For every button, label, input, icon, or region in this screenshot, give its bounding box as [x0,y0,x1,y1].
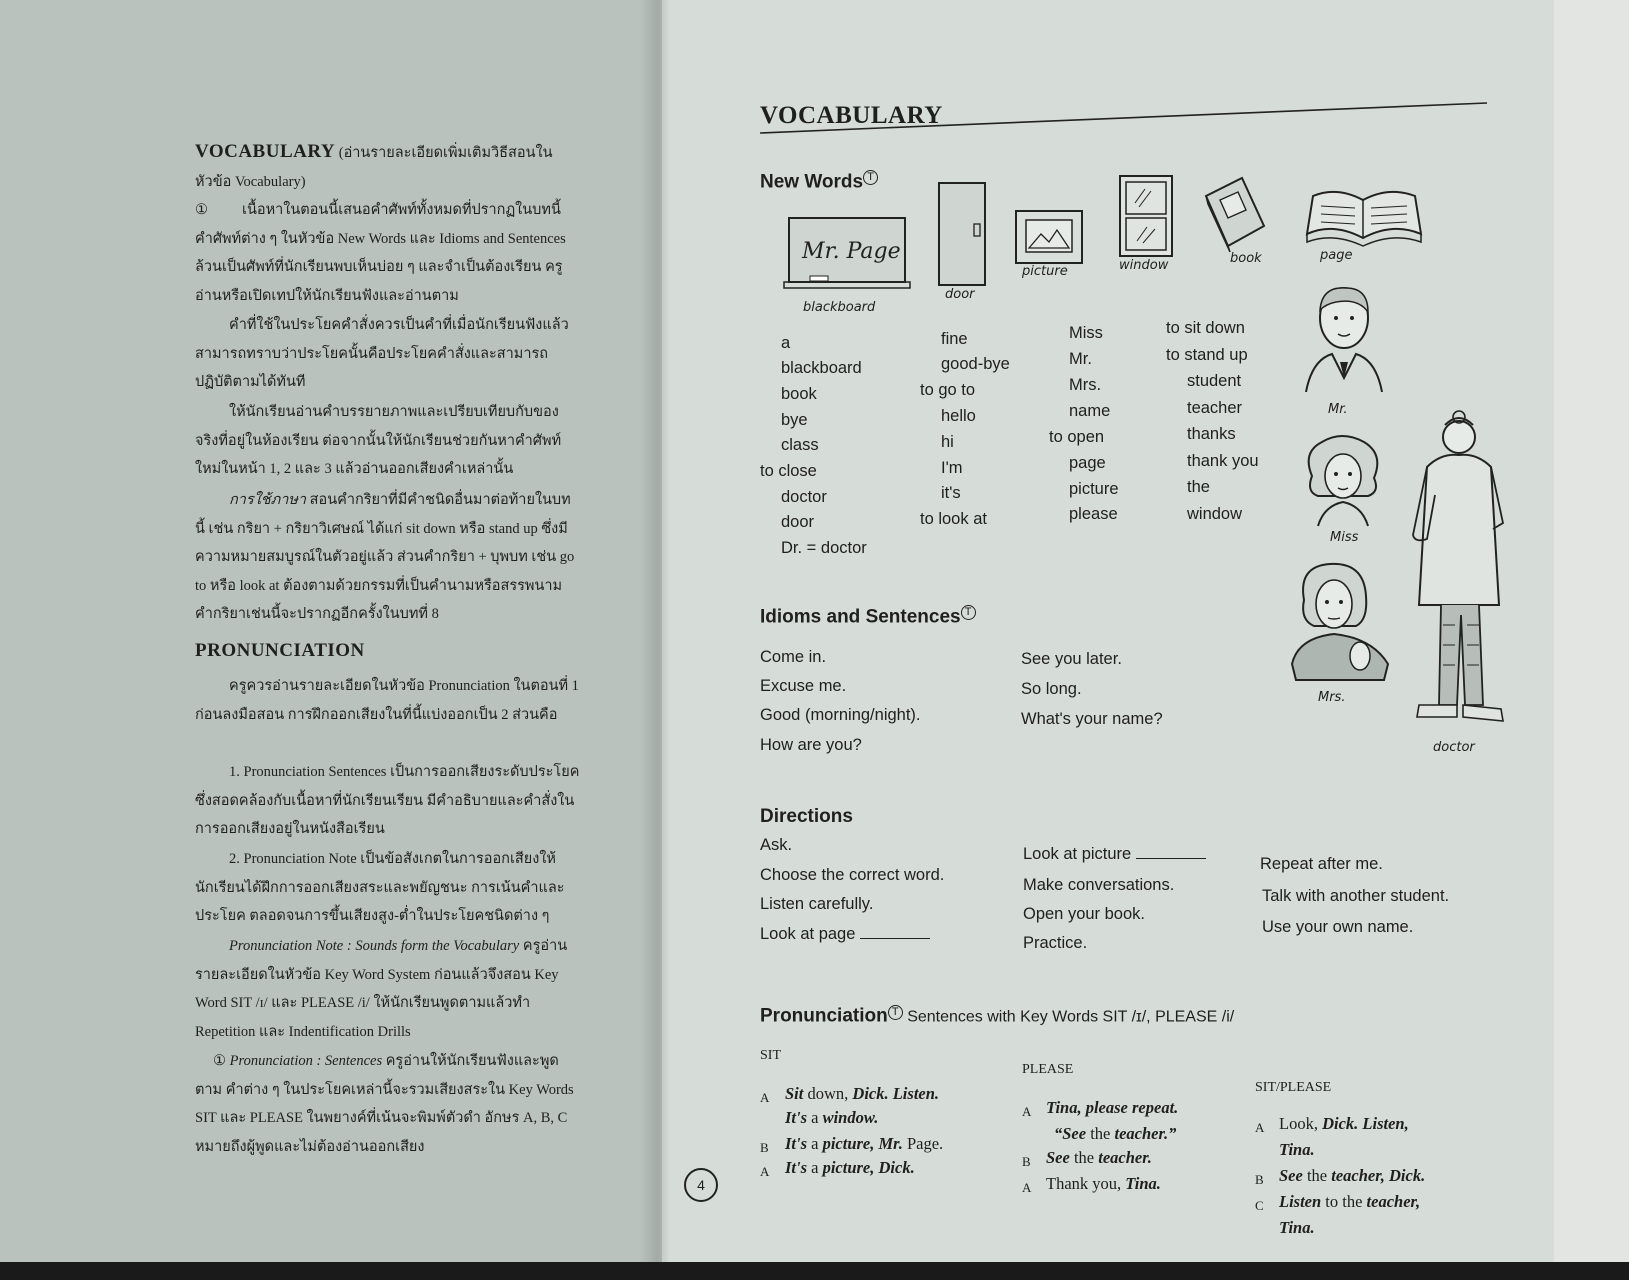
blank-line [860,938,930,939]
miss-label: Miss [1330,530,1359,545]
tape-mark: T [888,1005,903,1020]
direction: Look at page [760,925,930,944]
direction: Make conversations. [1023,876,1175,894]
word: thank you [1187,452,1259,470]
doctor-label: doctor [1433,740,1475,755]
mr-label: Mr. [1328,402,1348,417]
directions-heading: Directions [760,806,853,827]
idiom: How are you? [760,736,862,754]
direction: Talk with another student. [1262,887,1450,905]
mr-icon [1302,282,1384,400]
paragraph-6: 1. Pronunciation Sentences เป็นการออกเสียงระดับประโยคซึ่งสอดคล้องกับเนื้อหาที่นักเรียนเรียน มีคำอธิบายและคำสั่งในการออกเสียงอยู่ในหนังสือเรียน [195,764,580,838]
speaker-letter: B [1022,1154,1031,1169]
paragraph-4: การใช้ภาษา สอนคำกริยาที่มีคำชนิดอื่นมาต่อท้ายในบทนี้ เช่น กริยา + กริยาวิเศษณ์ ได้แก่ sit down หรือ stand up ซึ่งมีความหมายสมบูรณ์ในตัวอยู่แล้ว ส่วนคำกริยา + บุพบท เช่น go to หรือ look at ต้องตามด้วยกรรมที่เป็นคำนามหรือสรรพนาม คำกริยาเช่นนี้จะปรากฏอีกครั้งในบทที่ 8 [195,492,575,623]
direction: Use your own name. [1262,918,1414,936]
sit-please-line-2: Tina. [1279,1140,1315,1159]
please-line-3: See the teacher. [1046,1148,1152,1167]
word: Miss [1069,324,1103,342]
direction: Ask. [760,836,793,854]
word: class [781,436,819,454]
title-rule [760,100,1490,136]
word: picture [1069,480,1119,498]
speaker-letter: A [1022,1180,1032,1195]
pronunciation-heading: Pronunciation T Sentences with Key Words SIT /ɪ/, PLEASE /i/ [760,1005,1235,1027]
paragraph-9: ① Pronunciation : Sentences ครูอ่านให้นักเรียนฟังและพูดตาม คำต่าง ๆ ในประโยคเหล่านี้จะรวมเสียงสระใน Key Words SIT และ PLEASE ในพยางค์ที่เน้นจะพิมพ์ตัวดำ อักษร A, B, C หมายถึงผู้พูดและไม่ต้องอ่านออกเสียง [195,1053,574,1155]
svg-text:Mr. Page: Mr. Page [802,239,901,264]
word: doctor [781,488,827,506]
vocab-heading-left: VOCABULARY [195,141,336,162]
paragraph-3: ให้นักเรียนอ่านคำบรรยายภาพและเปรียบเทียบกับของจริงที่อยู่ในห้องเรียน ต่อจากนั้นให้นักเรียนช่วยกันหาคำศัพท์ใหม่ในหน้า 1, 2 และ 3 แล้วอ่านออกเสียงคำเหล่านั้น [195,404,562,478]
paragraph-7: 2. Pronunciation Note เป็นข้อสังเกตในการออกเสียงให้นักเรียนได้ฝึกการออกเสียงสระและพยัญชนะ การเน้นคำและประโยค ตลอดจนการขึ้นเสียงสูง-ต่ำในประโยคชนิดต่าง ๆ [195,851,565,925]
word: bye [781,411,808,429]
left-page [0,0,662,1262]
picture-icon [1013,208,1085,266]
word: to stand up [1166,346,1248,364]
tape-mark: T [863,170,878,185]
word: book [781,385,817,403]
word: it's [941,484,961,502]
word: fine [941,330,968,348]
page-icon [1303,186,1425,250]
word: I'm [941,459,963,477]
sit-please-line-4: Listen to the teacher, [1279,1192,1421,1211]
word: door [781,513,815,531]
sit-please-line-5: Tina. [1279,1218,1315,1237]
word: thanks [1187,425,1236,443]
sit-header: SIT [760,1048,781,1063]
idiom: Good (morning/night). [760,706,921,724]
tape-mark: ① [195,202,208,218]
speaker-letter: A [760,1090,770,1105]
idiom: What's your name? [1021,710,1163,728]
word: to close [760,462,817,480]
window-icon [1117,173,1175,259]
word: teacher [1187,399,1243,417]
direction: Open your book. [1023,905,1145,923]
paragraph-2: คำที่ใช้ในประโยคคำสั่งควรเป็นคำที่เมื่อนักเรียนฟังแล้วสามารถทราบว่าประโยคนั้นคือประโยคคำสั่งและสามารถปฏิบัติตามได้ทันที [195,317,569,391]
please-line-4: Thank you, Tina. [1046,1174,1161,1193]
word: Mrs. [1069,376,1102,394]
vocab-heading-note: (อ่านรายละเอียดเพิ่มเติมวิธีสอนในหัวข้อ Vocabulary) [195,145,553,190]
direction: Listen carefully. [760,895,874,913]
mrs-label: Mrs. [1318,690,1346,705]
word: window [1187,505,1243,523]
door-label: door [945,287,975,302]
sit-line-3: It's a picture, Mr. Page. [785,1134,944,1153]
word: to go to [920,381,976,399]
tape-mark: ① [213,1053,226,1069]
word: Mr. [1069,350,1092,368]
blank-line [1136,858,1206,859]
word: good-bye [941,355,1010,373]
word: please [1069,505,1118,523]
window-label: window [1119,258,1169,273]
word: Dr. = doctor [781,539,867,557]
speaker-letter: A [1022,1104,1032,1119]
page-label: page [1320,248,1353,263]
vocabulary-title: VOCABULARY [760,102,943,129]
new-words-heading: New Words T [760,170,878,193]
sit-line-1: Sit down, Dick. Listen. [785,1084,940,1103]
direction: Choose the correct word. [760,866,945,884]
idiom: So long. [1021,680,1082,698]
speaker-letter: B [1255,1172,1264,1187]
word: to sit down [1166,319,1245,337]
blackboard-label: blackboard [803,300,876,315]
direction: Repeat after me. [1260,855,1383,873]
word: hello [941,407,976,425]
word: blackboard [781,359,862,377]
word: the [1187,478,1210,496]
book-icon [1200,174,1268,256]
next-page-edge [1554,0,1629,1262]
mrs-icon [1288,560,1398,686]
paragraph-8: Pronunciation Note : Sounds form the Vocabulary ครูอ่านรายละเอียดในหัวข้อ Key Word System ก่อนแล้วจึงสอน Key Word SIT /ɪ/ และ PLEASE /i/ ให้นักเรียนพูดตามแล้วทำ Repetition และ Indentification Drills [195,938,568,1040]
picture-label: picture [1022,264,1068,279]
word: a [781,334,791,352]
pronunciation-heading-left: PRONUNCIATION [195,640,365,661]
word: page [1069,454,1106,472]
paragraph-1: ① เนื้อหาในตอนนี้เสนอคำศัพท์ทั้งหมดที่ปรากฏในบทนี้ คำศัพท์ต่าง ๆ ในหัวข้อ New Words และ Idioms and Sentences ล้วนเป็นศัพท์ที่นักเรียนพบเห็นบ่อย ๆ และจำเป็นต้องเรียน ครูอ่านหรือเปิดเทปให้นักเรียนฟังและอ่านตาม [195,202,566,304]
book-label: book [1230,251,1262,266]
miss-icon [1298,432,1388,528]
direction: Look at picture [1023,845,1206,864]
doctor-icon [1405,405,1515,735]
sit-please-line-3: See the teacher, Dick. [1279,1166,1426,1185]
paragraph-5: ครูควรอ่านรายละเอียดในหัวข้อ Pronunciation ในตอนที่ 1 ก่อนลงมือสอน การฝึกออกเสียงในที่นี้แบ่งออกเป็น 2 ส่วนคือ [195,678,579,723]
pronunciation-subtitle: Sentences with Key Words SIT /ɪ/, PLEASE /i/ [907,1008,1235,1026]
idiom: Excuse me. [760,677,847,695]
word: hi [941,433,954,451]
sit-line-2: It's a window. [785,1108,879,1127]
book-spine [640,0,670,1262]
page-number: 4 [684,1168,718,1202]
idiom: See you later. [1021,650,1122,668]
word: to look at [920,510,987,528]
speaker-letter: C [1255,1198,1264,1213]
word: to open [1049,428,1105,446]
blackboard-icon [780,212,915,294]
tape-mark: T [961,605,976,620]
direction: Practice. [1023,934,1088,952]
idioms-heading: Idioms and Sentences T [760,605,976,628]
please-line-1: Tina, please repeat. [1046,1098,1179,1117]
sit-please-header: SIT/PLEASE [1255,1080,1332,1095]
speaker-letter: A [1255,1120,1265,1135]
sit-please-line-1: Look, Dick. Listen, [1279,1114,1409,1133]
please-line-2: “See the teacher.” [1054,1124,1177,1143]
please-header: PLEASE [1022,1062,1074,1077]
idiom: Come in. [760,648,827,666]
vocab-intro [195,138,580,196]
sit-line-4: It's a picture, Dick. [785,1158,915,1177]
door-icon [936,180,988,288]
speaker-letter: B [760,1140,769,1155]
word: name [1069,402,1111,420]
word: student [1187,372,1242,390]
speaker-letter: A [760,1164,770,1179]
